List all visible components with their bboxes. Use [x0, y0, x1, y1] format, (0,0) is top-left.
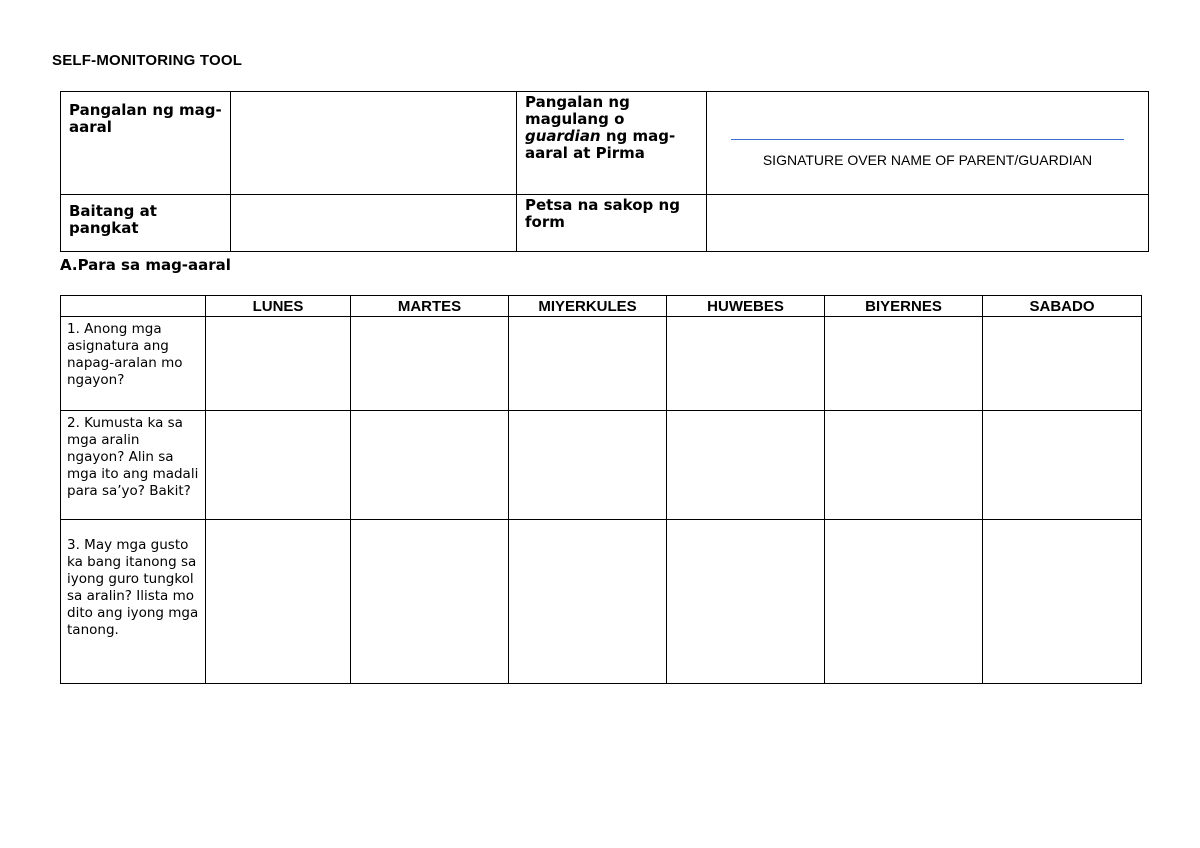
corner-header-cell	[61, 296, 206, 317]
day-header-lunes: LUNES	[206, 296, 351, 317]
answer-cell-q3-huwebes[interactable]	[667, 520, 825, 684]
question-row	[61, 411, 1142, 520]
question-row	[61, 520, 1142, 684]
answer-cell-q1-miyerkules[interactable]	[509, 317, 667, 411]
answer-cell-q1-sabado[interactable]	[983, 317, 1142, 411]
question-1: 1. Anong mga asignatura ang napag-aralan mo ngayon?	[61, 317, 206, 411]
answer-cell-q3-lunes[interactable]	[206, 520, 351, 684]
question-2: 2. Kumusta ka sa mga aralin ngayon? Alin sa mga ito ang madali para sa’yo? Bakit?	[61, 411, 206, 520]
grade-section-field[interactable]	[231, 195, 517, 252]
section-a-heading: A.Para sa mag-aaral	[60, 256, 231, 274]
document-title: SELF-MONITORING TOOL	[52, 52, 243, 69]
day-header-miyerkules: MIYERKULES	[509, 296, 667, 317]
student-name-label: Pangalan ng mag- aaral	[61, 92, 231, 195]
day-header-biyernes: BIYERNES	[825, 296, 983, 317]
answer-cell-q2-lunes[interactable]	[206, 411, 351, 520]
answer-cell-q2-sabado[interactable]	[983, 411, 1142, 520]
parent-name-label	[517, 92, 707, 195]
signature-caption: SIGNATURE OVER NAME OF PARENT/GUARDIAN	[762, 152, 1093, 168]
answer-cell-q1-biyernes[interactable]	[825, 317, 983, 411]
answer-cell-q3-martes[interactable]	[351, 520, 509, 684]
answer-cell-q2-huwebes[interactable]	[667, 411, 825, 520]
weekly-monitoring-table	[60, 295, 1142, 684]
question-3: 3. May mga gusto ka bang itanong sa iyong guro tungkol sa aralin? Ilista mo dito ang iyong mga tanong.	[61, 520, 206, 684]
student-name-field[interactable]	[231, 92, 517, 195]
answer-cell-q2-martes[interactable]	[351, 411, 509, 520]
day-header-huwebes: HUWEBES	[667, 296, 825, 317]
parent-label-text-start: Pangalan ng magulang o	[525, 93, 630, 128]
date-covered-field[interactable]	[707, 195, 1149, 252]
answer-cell-q1-martes[interactable]	[351, 317, 509, 411]
parent-label-text-end: ng mag-aaral at Pirma	[525, 127, 676, 162]
parent-label-guardian: guardian	[525, 127, 601, 145]
grade-section-label: Baitang at pangkat	[61, 195, 231, 252]
answer-cell-q3-biyernes[interactable]	[825, 520, 983, 684]
question-row	[61, 317, 1142, 411]
parent-signature-field[interactable]	[707, 92, 1149, 195]
answer-cell-q3-sabado[interactable]	[983, 520, 1142, 684]
answer-cell-q1-huwebes[interactable]	[667, 317, 825, 411]
answer-cell-q2-biyernes[interactable]	[825, 411, 983, 520]
answer-cell-q2-miyerkules[interactable]	[509, 411, 667, 520]
date-covered-label: Petsa na sakop ng form	[517, 195, 707, 252]
signature-line	[731, 139, 1124, 140]
day-header-row	[61, 296, 1142, 317]
student-info-table	[60, 91, 1149, 252]
answer-cell-q3-miyerkules[interactable]	[509, 520, 667, 684]
day-header-martes: MARTES	[351, 296, 509, 317]
answer-cell-q1-lunes[interactable]	[206, 317, 351, 411]
day-header-sabado: SABADO	[983, 296, 1142, 317]
